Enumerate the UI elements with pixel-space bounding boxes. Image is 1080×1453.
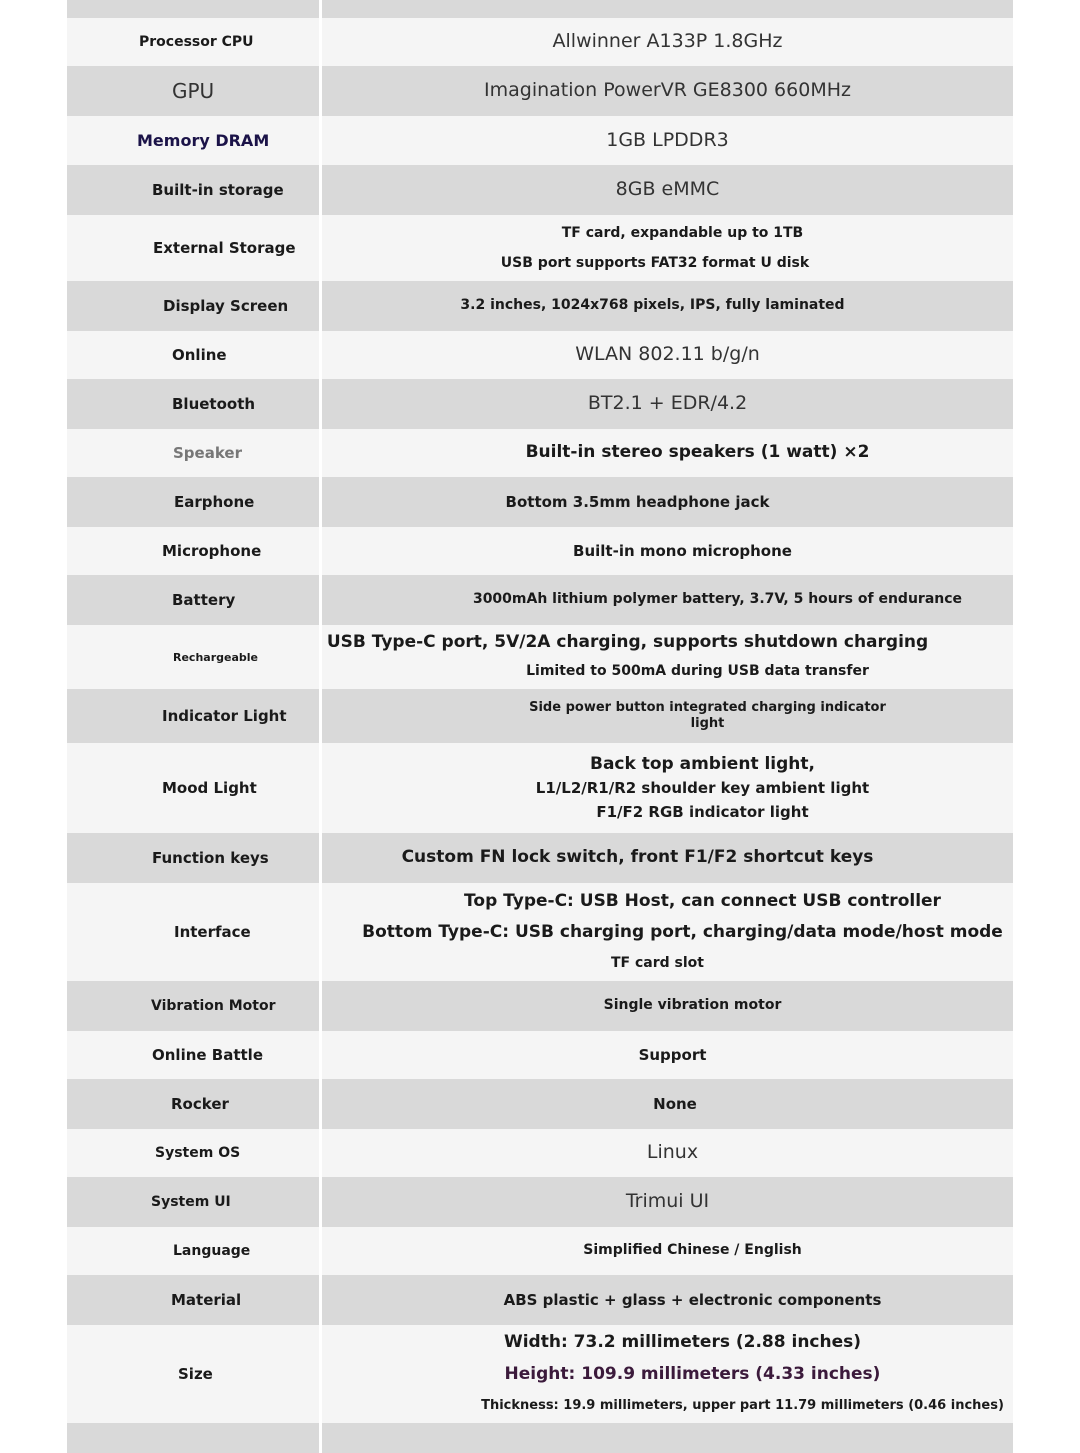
spec-row-size [67,1325,1013,1423]
spec-label: Speaker [67,429,322,477]
spec-row-mood-light [67,743,1013,833]
spec-label: Rechargeable [67,625,322,689]
spec-row-language [67,1227,1013,1275]
spec-value: 8GB eMMC [615,178,720,201]
spec-label: Processor CPU [67,18,322,66]
spec-value: Width: 73.2 millimeters (2.88 inches) Height: 109.9 millimeters (4.33 inches) Thickness: 19.9 millimeters, upper part 11.79 millimeters (0.46 inches) [481,1332,1004,1413]
spec-row-cut-top [67,0,1013,18]
spec-value: Linux [646,1141,699,1164]
spec-row-display [67,281,1013,331]
spec-row-rocker [67,1079,1013,1129]
spec-label: Vibration Motor [67,981,322,1031]
spec-label: Material [67,1275,322,1325]
spec-row-online [67,331,1013,379]
spec-row-indicator-light [67,689,1013,743]
spec-value: Simplified Chinese / English [583,1242,802,1259]
spec-row-function-keys [67,833,1013,883]
spec-row-battery [67,575,1013,625]
spec-row-cut-bottom [67,1423,1013,1453]
spec-value: TF card, expandable up to 1TB USB port supports FAT32 format U disk [500,225,810,271]
spec-value [322,0,1013,18]
spec-value: Trimui UI [625,1190,710,1213]
spec-row-rechargeable [67,625,1013,689]
spec-label: Memory DRAM [67,116,322,165]
spec-row-material [67,1275,1013,1325]
spec-value: Support [638,1045,707,1064]
spec-label: Interface [67,883,322,981]
spec-table [67,0,1013,1453]
spec-label: Built-in storage [67,165,322,215]
spec-value: BT2.1 + EDR/4.2 [587,392,748,415]
spec-value [322,1423,1013,1453]
spec-label [67,1423,322,1453]
spec-label: Online [67,331,322,379]
spec-row-system-os [67,1129,1013,1177]
spec-value: Allwinner A133P 1.8GHz [552,30,783,53]
spec-label: Bluetooth [67,379,322,429]
spec-label: Display Screen [67,281,322,331]
spec-value: 3000mAh lithium polymer battery, 3.7V, 5 hours of endurance [472,591,963,608]
spec-row-microphone [67,527,1013,575]
spec-label: Indicator Light [67,689,322,743]
spec-label: Earphone [67,477,322,527]
spec-value: Side power button integrated charging indicator light [529,700,886,731]
spec-label [67,0,322,18]
spec-label: Function keys [67,833,322,883]
spec-row-external-storage [67,215,1013,281]
spec-value: USB Type-C port, 5V/2A charging, supports shutdown charging Limited to 500mA during USB data transfer [326,632,929,679]
spec-value: Back top ambient light, L1/L2/R1/R2 shoulder key ambient light F1/F2 RGB indicator light [535,754,870,821]
spec-value: Built-in mono microphone [573,541,792,560]
spec-label: Size [67,1325,322,1423]
spec-label: External Storage [67,215,322,281]
spec-value: Bottom 3.5mm headphone jack [505,492,770,511]
spec-row-cpu [67,18,1013,66]
spec-label: System OS [67,1129,322,1177]
spec-value: WLAN 802.11 b/g/n [575,343,760,366]
spec-row-earphone [67,477,1013,527]
spec-row-system-ui [67,1177,1013,1227]
spec-label: Battery [67,575,322,625]
spec-label: Microphone [67,527,322,575]
spec-row-storage [67,165,1013,215]
spec-label: Online Battle [67,1031,322,1079]
spec-label: Language [67,1227,322,1275]
spec-label: System UI [67,1177,322,1227]
spec-value: Custom FN lock switch, front F1/F2 shortcut keys [401,847,874,868]
spec-row-speaker [67,429,1013,477]
spec-row-bluetooth [67,379,1013,429]
spec-value: 1GB LPDDR3 [606,128,729,151]
spec-value: 3.2 inches, 1024x768 pixels, IPS, fully laminated [460,297,845,314]
spec-label: Mood Light [67,743,322,833]
spec-row-vibration-motor [67,981,1013,1031]
spec-value: Single vibration motor [603,997,782,1014]
spec-label: Rocker [67,1079,322,1129]
spec-value: Imagination PowerVR GE8300 660MHz [484,79,851,102]
spec-value: None [653,1094,697,1113]
spec-row-interface [67,883,1013,981]
spec-value: ABS plastic + glass + electronic components [503,1290,882,1309]
spec-value: Built-in stereo speakers (1 watt) ×2 [525,442,870,463]
spec-row-memory [67,116,1013,165]
spec-row-online-battle [67,1031,1013,1079]
spec-row-gpu [67,66,1013,116]
spec-value: Top Type-C: USB Host, can connect USB controller Bottom Type-C: USB charging port, charging/data mode/host mode TF card slot [362,890,1003,971]
spec-label: GPU [67,66,322,116]
